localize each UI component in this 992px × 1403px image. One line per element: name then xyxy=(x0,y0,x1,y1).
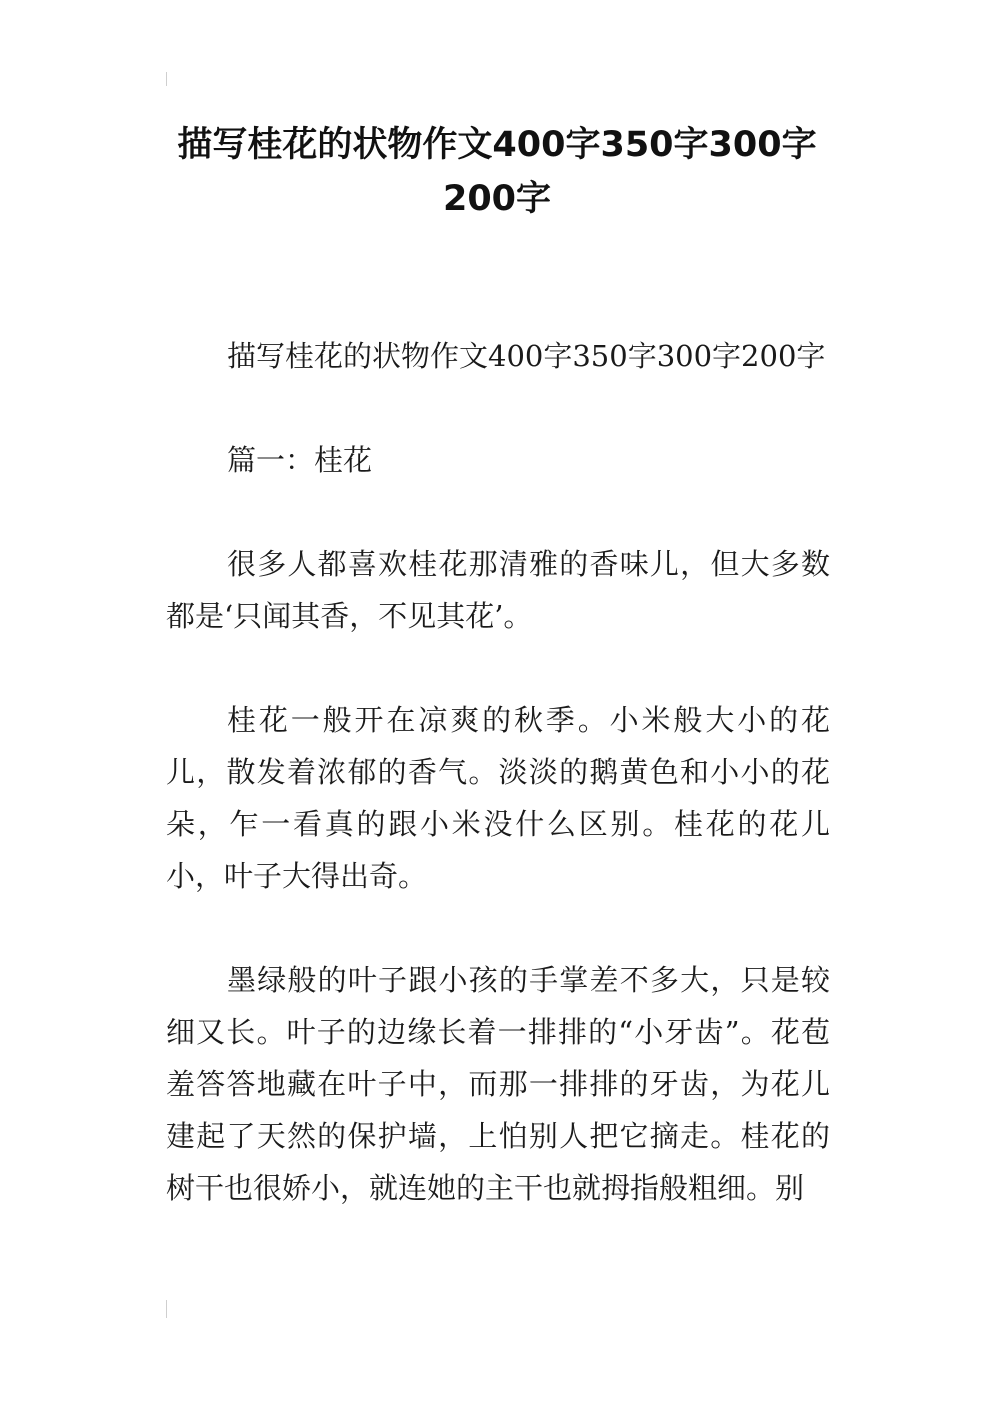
page-crop-mark-bottom xyxy=(166,1300,167,1318)
document-body xyxy=(166,330,830,1214)
document-title: 描写桂花的状物作文400字350字300字200字 xyxy=(177,125,817,219)
paragraph-section-heading: 篇一：桂花 xyxy=(227,443,373,477)
paragraph-intro: 很多人都喜欢桂花那清雅的香味儿，但大多数都是‘只闻其香，不见其花’。 xyxy=(166,547,830,633)
paragraph-leaf-description: 墨绿般的叶子跟小孩的手掌差不多大，只是较细又长。叶子的边缘长着一排排的“小牙齿”。花苞羞答答地藏在叶子中，而那一排排的牙齿，为花儿建起了天然的保护墙，上怕别人把它摘走。桂花的树干也很娇小，就连她的主干也就拇指般粗细。别 xyxy=(166,963,830,1205)
paragraph-flower-description: 桂花一般开在凉爽的秋季。小米般大小的花儿，散发着浓郁的香气。淡淡的鹅黄色和小小的花朵，乍一看真的跟小米没什么区别。桂花的花儿小，叶子大得出奇。 xyxy=(166,703,830,893)
paragraph-subtitle: 描写桂花的状物作文400字350字300字200字 xyxy=(227,339,826,373)
page-crop-mark-top xyxy=(166,72,167,86)
